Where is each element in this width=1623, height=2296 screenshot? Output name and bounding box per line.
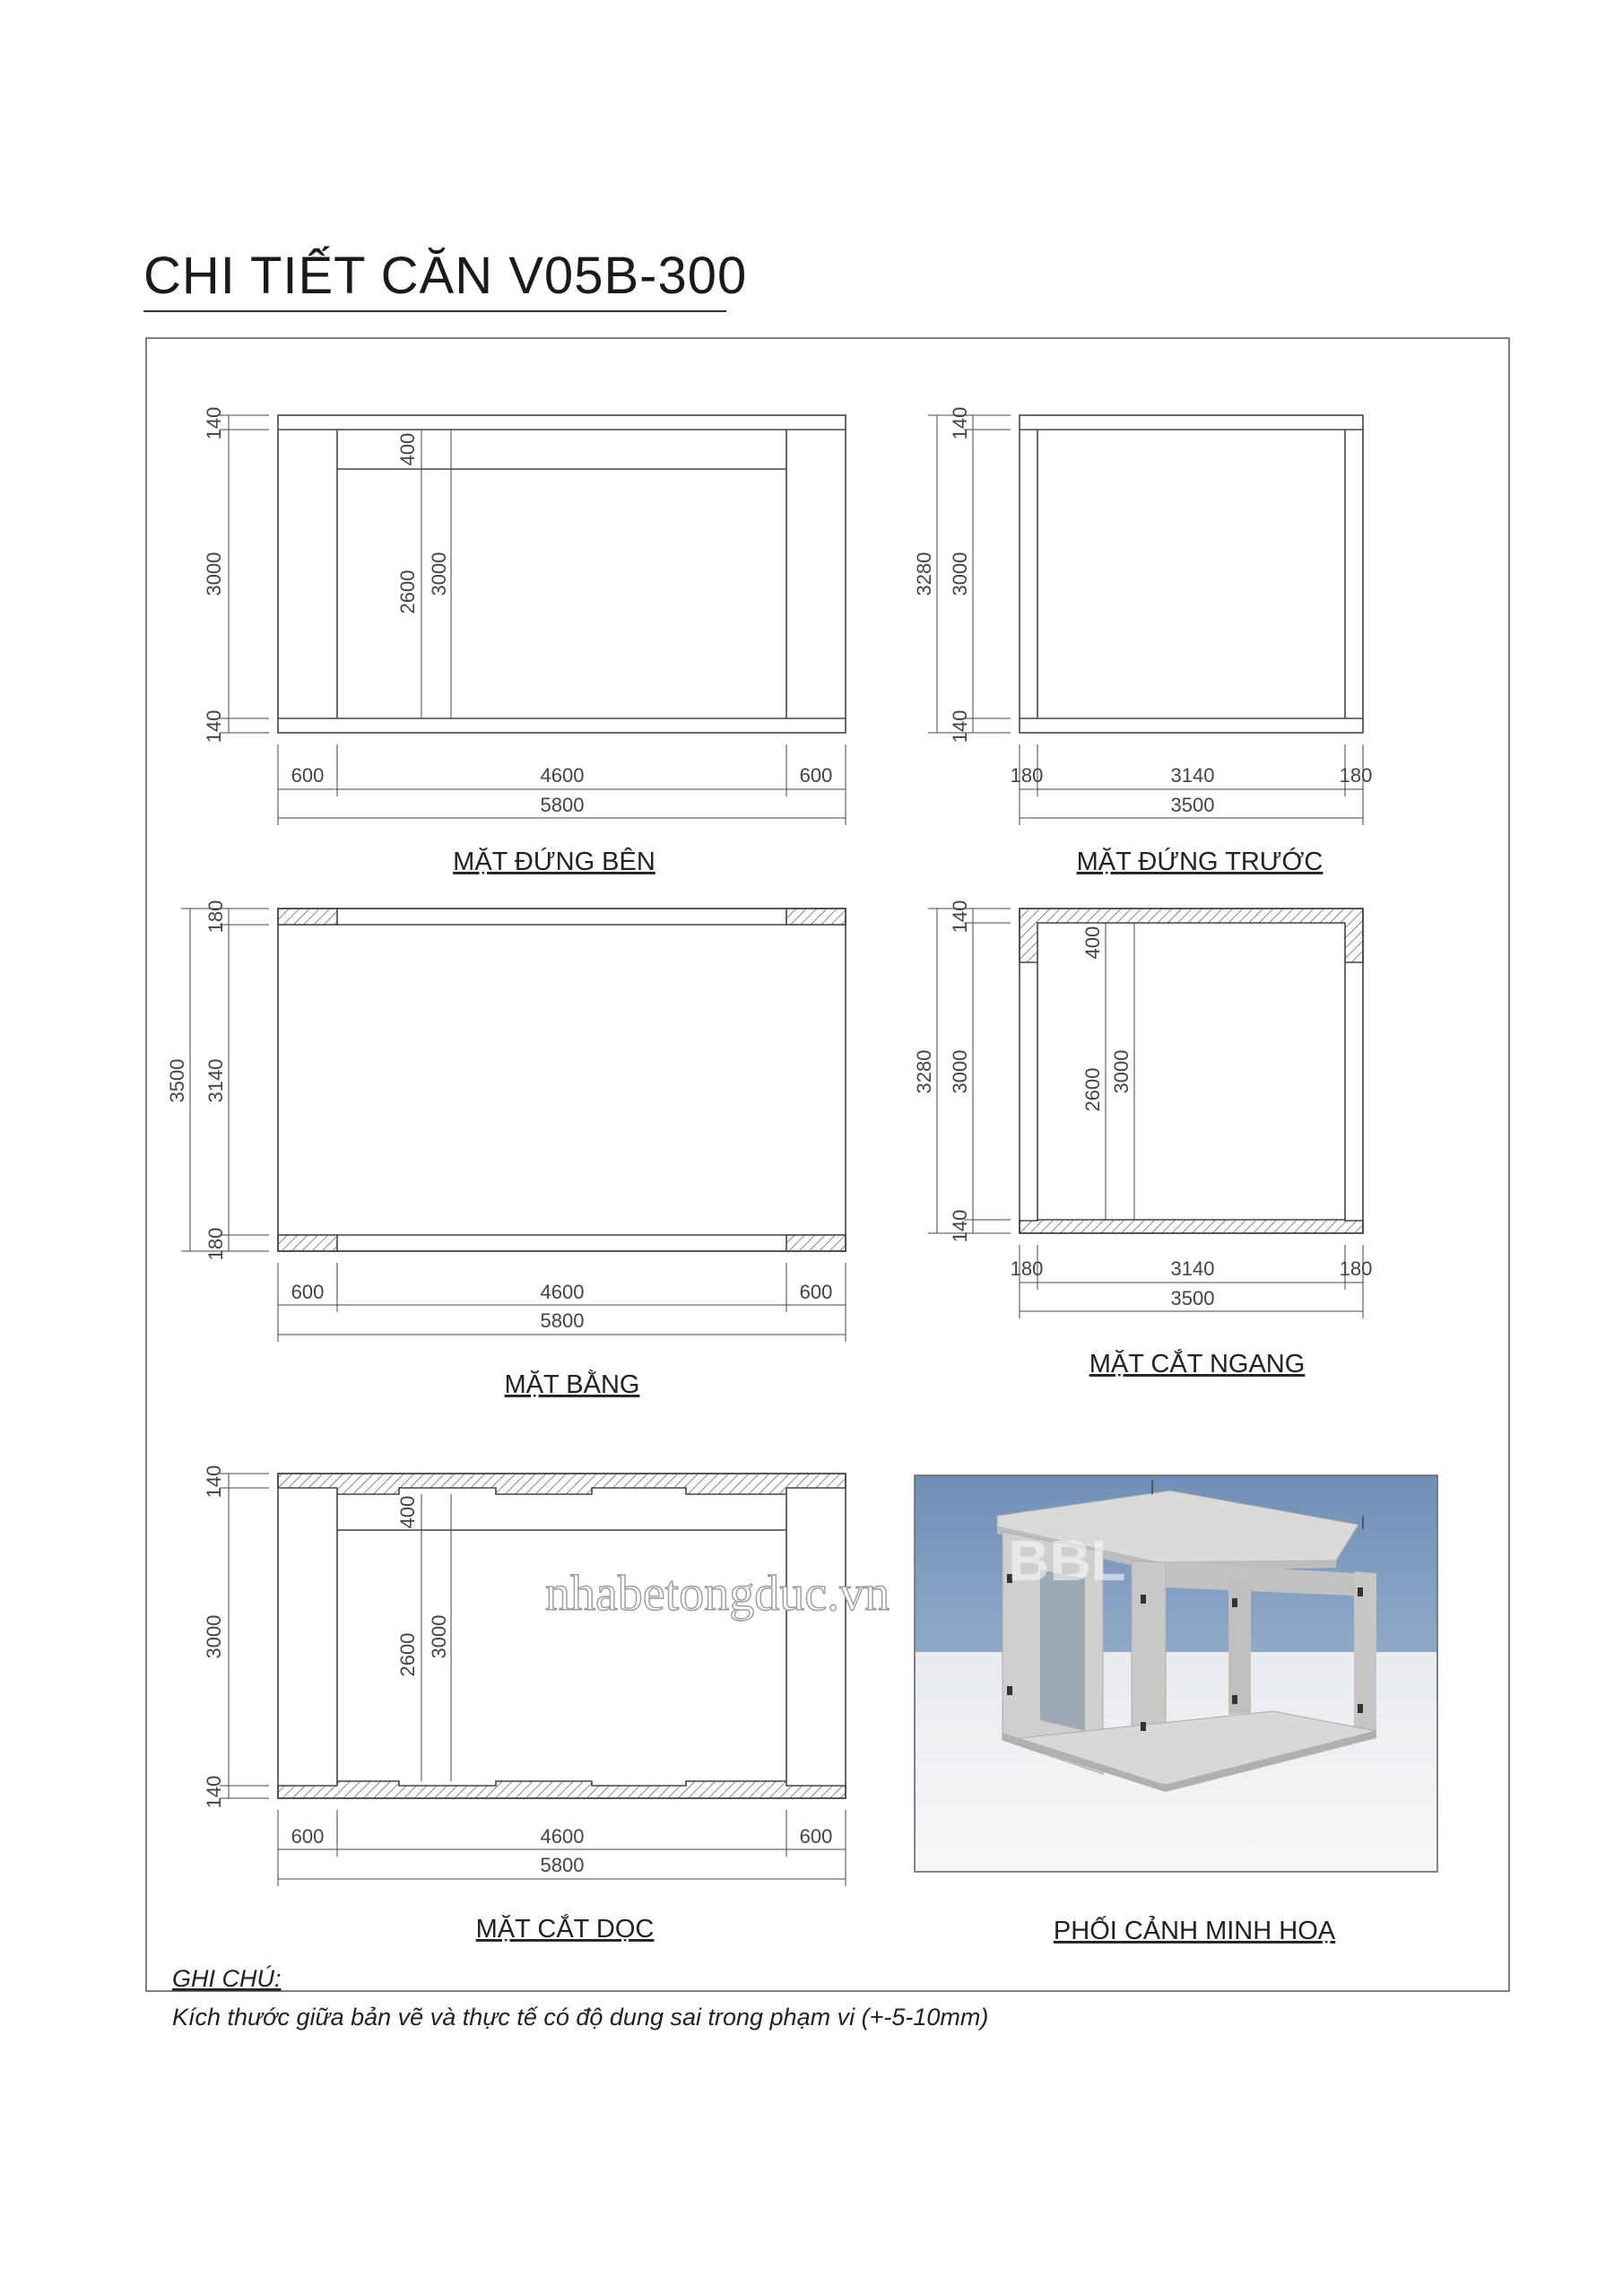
plan-dim-mid: 3140 xyxy=(204,1058,227,1103)
long-dim-total: 5800 xyxy=(540,1854,585,1876)
long-dim-inner-h: 2600 xyxy=(396,1632,419,1677)
long-section-label: MẶT CẮT DỌC xyxy=(475,1915,655,1944)
front-dim-right: 180 xyxy=(1339,764,1373,787)
cross-dim-inner-h: 2600 xyxy=(1081,1067,1104,1112)
logo-watermark: BBL xyxy=(1008,1528,1126,1593)
side-dim-top: 140 xyxy=(203,406,225,440)
long-dim-height: 3000 xyxy=(203,1614,225,1659)
plan-dim-right: 600 xyxy=(799,1281,833,1303)
long-dim-inner-full: 3000 xyxy=(428,1614,450,1659)
side-elevation-label: MẶT ĐỨNG BÊN xyxy=(453,848,655,876)
side-dim-bottom: 140 xyxy=(203,709,225,744)
side-dim-inner-top: 400 xyxy=(396,432,419,466)
front-dim-left: 180 xyxy=(1010,764,1044,787)
cross-dim-overall: 3280 xyxy=(913,1049,935,1094)
side-dim-total: 5800 xyxy=(540,794,585,816)
cross-dim-inner-full: 3000 xyxy=(1110,1049,1133,1094)
side-dim-inner-h: 2600 xyxy=(396,570,419,614)
plan-dim-bottom: 180 xyxy=(204,1227,227,1261)
long-dim-bottom: 140 xyxy=(203,1775,225,1809)
cross-dim-total: 3500 xyxy=(1170,1287,1215,1309)
cross-dim-top: 140 xyxy=(949,900,971,934)
cross-section-view xyxy=(928,909,1363,1318)
page-title: CHI TIẾT CĂN V05B-300 xyxy=(143,247,748,305)
side-dim-left: 600 xyxy=(291,764,325,787)
front-dim-height: 3000 xyxy=(949,552,971,596)
cross-dim-mid: 3140 xyxy=(1170,1257,1215,1280)
site-watermark: nhabetongduc.vn xyxy=(544,1566,890,1622)
cross-section-label: MẶT CẮT NGANG xyxy=(1089,1350,1306,1378)
cross-dim-inner-top: 400 xyxy=(1081,926,1104,960)
side-dim-height: 3000 xyxy=(203,552,225,596)
note-heading: GHI CHÚ: xyxy=(172,1965,282,1992)
long-dim-inner-top: 400 xyxy=(396,1495,419,1529)
front-elevation-view xyxy=(928,415,1363,825)
plan-dim-left: 600 xyxy=(291,1281,325,1303)
cross-dim-height: 3000 xyxy=(949,1049,971,1094)
long-dim-left: 600 xyxy=(291,1825,325,1848)
front-dim-top: 140 xyxy=(949,406,971,440)
plan-label: MẶT BẰNG xyxy=(504,1370,640,1399)
plan-dim-top: 180 xyxy=(204,900,227,934)
note-text: Kích thước giữa bản vẽ và thực tế có độ dung sai trong phạm vi (+-5-10mm) xyxy=(172,2004,989,2031)
long-dim-mid: 4600 xyxy=(540,1825,585,1848)
side-dim-inner-full: 3000 xyxy=(428,552,450,596)
front-dim-overall: 3280 xyxy=(913,552,935,596)
plan-dim-center: 4600 xyxy=(540,1281,585,1303)
plan-view xyxy=(181,909,846,1342)
long-dim-right: 600 xyxy=(799,1825,833,1848)
front-dim-bottom: 140 xyxy=(949,709,971,744)
cross-dim-bottom: 140 xyxy=(949,1209,971,1243)
perspective-render xyxy=(915,1475,1437,1872)
plan-dim-total: 3500 xyxy=(166,1058,188,1103)
perspective-label: PHỐI CẢNH MINH HOẠ xyxy=(1053,1917,1336,1945)
cross-dim-left: 180 xyxy=(1010,1257,1044,1280)
long-section-view xyxy=(220,1474,846,1886)
cross-dim-right: 180 xyxy=(1339,1257,1373,1280)
plan-dim-width-total: 5800 xyxy=(540,1309,585,1332)
front-dim-mid: 3140 xyxy=(1170,764,1215,787)
side-dim-mid: 4600 xyxy=(540,764,585,787)
front-elevation-label: MẶT ĐỨNG TRƯỚC xyxy=(1076,848,1324,876)
side-dim-right: 600 xyxy=(799,764,833,787)
front-dim-total: 3500 xyxy=(1170,794,1215,816)
long-dim-top: 140 xyxy=(203,1465,225,1499)
